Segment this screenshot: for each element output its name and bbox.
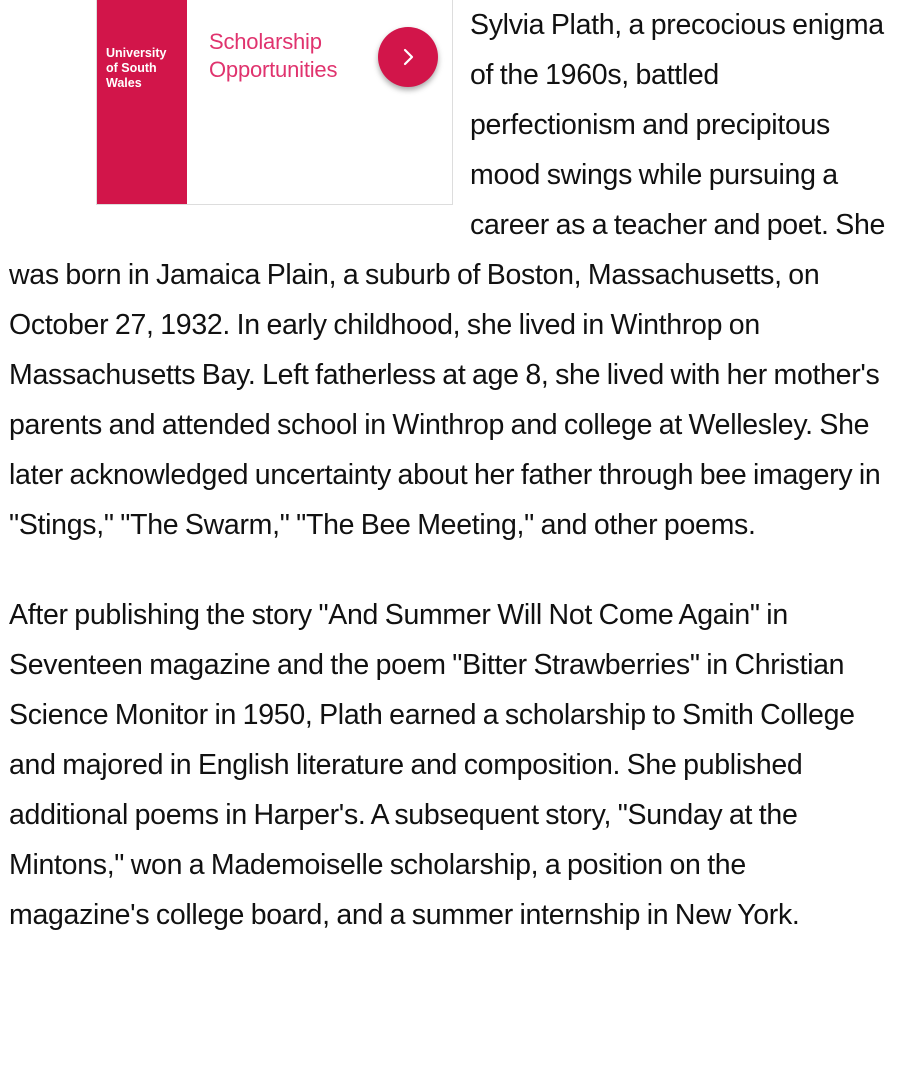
ad-cta-button[interactable] (378, 27, 438, 87)
article-body (9, 0, 889, 980)
article-paragraph: Sylvia Plath, a precocious enigma of the 1960s, battled perfectionism and precipitous mood swings while pursuing a career as a teacher and poet. She was born in Jamaica Plain, a suburb of Boston, Massachusetts, on October 27, 1932. In early childhood, she lived in Winthrop on Massachusetts Bay. Left fatherless at age 8, she lived with her mother's parents and attended school in Winthrop and college at Wellesley. She later acknowledged uncertainty about her father through bee imagery in "Stings," "The Swarm," "The Bee Meeting," and other poems. (9, 9, 886, 541)
chevron-right-icon (397, 46, 419, 68)
scholarship-ad[interactable] (96, 0, 453, 205)
university-logo[interactable] (97, 0, 187, 204)
university-logo-text: University of South Wales (106, 46, 167, 90)
ad-headline[interactable]: Scholarship Opportunities (209, 29, 338, 82)
article-paragraph: After publishing the story "And Summer Will Not Come Again" in Seventeen magazine and the poem "Bitter Strawberries" in Christian Science Monitor in 1950, Plath earned a scholarship to Smith College and majored in English literature and composition. She published additional poems in Harper's. A subsequent story, "Sunday at the Mintons," won a Mademoiselle scholarship, a position on the magazine's college board, and a summer internship in New York. (9, 599, 855, 931)
